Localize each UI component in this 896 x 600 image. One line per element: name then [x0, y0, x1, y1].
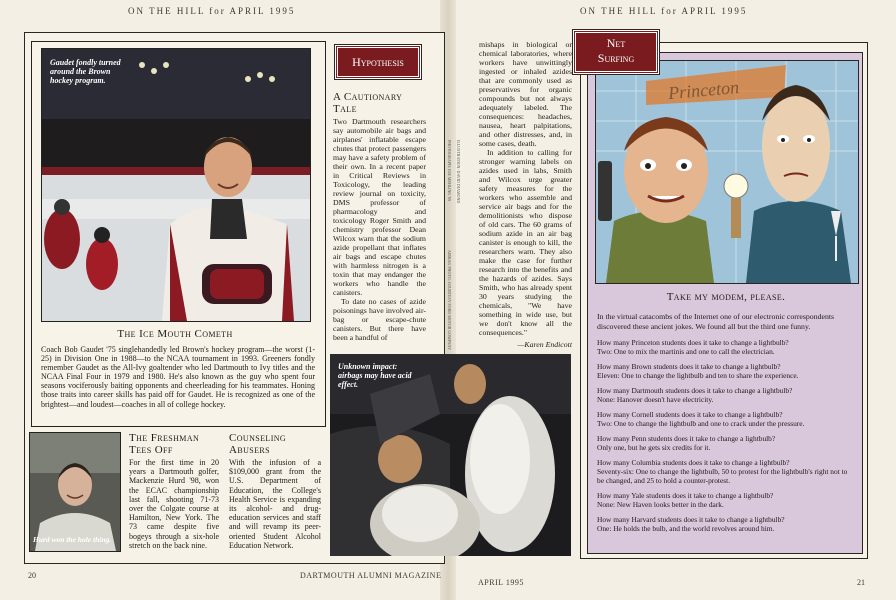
joke-item — [597, 491, 855, 509]
golfer-photo — [29, 432, 121, 552]
joke-question: How many Dartmouth students does it take to change a lightbulb? — [597, 386, 793, 395]
counseling-body: With the infusion of a $109,000 grant from the U.S. Department of Education, the College's Health Service is expanding its alcohol- and drug-education services and staff and will revamp its peer-oriented Student Alcohol Education Network. — [229, 458, 321, 550]
joke-question: How many Brown students does it take to change a lightbulb? — [597, 362, 781, 371]
joke-question: How many Columbia students does it take to change a lightbulb? — [597, 458, 790, 467]
joke-answer: Seventy-six: One to change the lightbulb, 50 to protest for the lightbulb's right not to be changed, and 25 to hold a counter-protest. — [597, 467, 848, 485]
joke-answer: None: Hanover doesn't have electricity. — [597, 395, 714, 404]
left-running-head: ON THE HILL for APRIL 1995 — [128, 6, 296, 16]
joke-question: How many Yale students does it take to change a lightbulb? — [597, 491, 774, 500]
joke-item — [597, 362, 855, 380]
golfer-portrait-illustration — [30, 433, 120, 551]
joke-item — [597, 515, 855, 533]
hockey-rink-illustration — [42, 49, 310, 321]
hockey-photo-caption: Gaudet fondly turned around the Brown hockey program. — [50, 58, 121, 85]
airbag-caption: Unknown impact: airbags may have acid effect. — [338, 362, 412, 389]
joke-answer: One: He holds the bulb, and the world revolves around him. — [597, 524, 775, 533]
airbag-col1b-para: To date no cases of azide poisonings have involved air-bag or escape-chute canisters. But there have been a handful of — [333, 297, 426, 342]
joke-question: How many Princeton students does it take to change a lightbulb? — [597, 338, 789, 347]
joke-answer: Eleven: One to change the lightbulb and ten to share the experience. — [597, 371, 799, 380]
right-running-head: ON THE HILL for APRIL 1995 — [580, 6, 748, 16]
airbag-column-2 — [479, 40, 572, 349]
right-folio: 21 — [857, 578, 865, 587]
modem-title: Take my modem, please. — [666, 291, 786, 303]
caricature-illustration — [595, 60, 859, 284]
pennant-text: Princeton — [667, 77, 740, 104]
joke-question: How many Penn students does it take to change a lightbulb? — [597, 434, 776, 443]
joke-answer: Two: One to change the lightbulb and one to crack under the pressure. — [597, 419, 805, 428]
modem-intro: In the virtual catacombs of the Internet one of our electronic correspondents discovered these ancient jokes. We found all but the third one funny. — [597, 312, 835, 331]
net-tag-line-1: Net — [606, 36, 626, 50]
joke-item — [597, 434, 855, 452]
photo-credit-3: AIRBAG PHOTO: COURTESY FORD MOTOR COMPANY — [447, 250, 452, 351]
joke-question: How many Harvard students does it take to change a lightbulb? — [597, 515, 785, 524]
hockey-story-body — [41, 345, 315, 409]
joke-item — [597, 458, 855, 485]
left-footer: DARTMOUTH ALUMNI MAGAZINE — [300, 571, 442, 580]
airbag-column-1 — [333, 117, 426, 342]
counseling-title: Counseling Abusers — [229, 432, 287, 456]
joke-item — [597, 386, 855, 404]
caricature-art — [596, 61, 858, 283]
photo-credit-1: PHOTOGRAPH: JOE MEHLING '69 — [447, 140, 452, 201]
net-surfing-tag — [573, 30, 659, 74]
hockey-coach-photo — [41, 48, 311, 322]
joke-answer: None: New Haven looks better in the dark. — [597, 500, 724, 509]
freshman-body: For the first time in 20 years a Dartmouth golfer, Mackenzie Hurd '98, won the ECAC championship last fall, shooting 71-73 over the Colgate course at Hamilton, New York. The 73 came despite five bogeys through a six-hole stretch on the back nine. — [129, 458, 219, 550]
joke-answer: Two: One to mix the martinis and one to call the electrician. — [597, 347, 775, 356]
joke-item — [597, 410, 855, 428]
hockey-story-title: The Ice Mouth Cometh — [117, 328, 233, 340]
airbag-col2-para: mishaps in biological or chemical laboratories, where workers have unwittingly ingested or inhaled azides that are commonly used as preservatives for organic compounds but not always adequately labeled. The consequences: headaches, nausea, heart palpitations, and other distresses, and, in some cases, death. — [479, 40, 572, 148]
hypothesis-tag: Hypothesis — [335, 45, 421, 79]
photo-credit-2: ILLUSTRATION: DAVID DIAMOND — [456, 140, 461, 204]
joke-list — [597, 338, 855, 539]
right-footer: APRIL 1995 — [478, 578, 524, 587]
airbag-col1-para: Two Dartmouth researchers say automobile air bags and airplanes' inflatable escape chutes that protect passengers may have a safety problem of their own. In a recent paper in Critical Reviews in Toxicology, the leading review journal on toxicity, DMS professor of pharmacology and toxicology Roger Smith and chemistry professor Dean Wilcox warn that the sodium azide propellant that inflates air bags and escape chutes with harmless nitrogen is a toxin that may endanger the workers who handle the canisters. — [333, 117, 426, 297]
airbag-author: —Karen Endicott — [517, 340, 572, 349]
joke-question: How many Cornell students does it take to change a lightbulb? — [597, 410, 783, 419]
left-folio: 20 — [28, 571, 36, 580]
freshman-title: The Freshman Tees Off — [129, 432, 200, 456]
hockey-story-text: Coach Bob Gaudet '75 singlehandedly led Brown's hockey program—the worst (1-25) in Division One in 1988—to the NCAA tournament in 1993. Greeners fondly remember Gaudet as the All-Ivy goaltender who led Dartmouth to Ivy titles and the NCAA Final Four in 1979 and 1980. He's also known as the guy who spent four seasons vociferously baiting opponents and cheerleading for his teammates. Honing those traits into career skills has paid off for Gaudet. He is recognized as one of the brightest—and loudest—coaches in all of college hockey. — [41, 345, 315, 409]
airbag-title: A Cautionary Tale — [333, 91, 403, 115]
joke-answer: Only one, but he gets six credits for it. — [597, 443, 711, 452]
golfer-caption: Hurd won the hole thing. — [33, 535, 112, 544]
net-tag-line-2: Surfing — [597, 51, 635, 65]
airbag-col2b-para: In addition to calling for stronger warning labels on azides used in labs, Smith and Wilcox urge greater safety measures for the workers who assemble and service air bags and for the demolitionists who dispose of old cars. The 60 grams of sodium azide in an air bag canister is enough to kill, the researchers warn. They also make the case for further research into the benefits and the hazards of azides. Says Smith, who has already spent 30 years studying the chemicals, "We have something in wide use, but we don't know all the consequences." — [479, 148, 572, 337]
joke-item — [597, 338, 855, 356]
